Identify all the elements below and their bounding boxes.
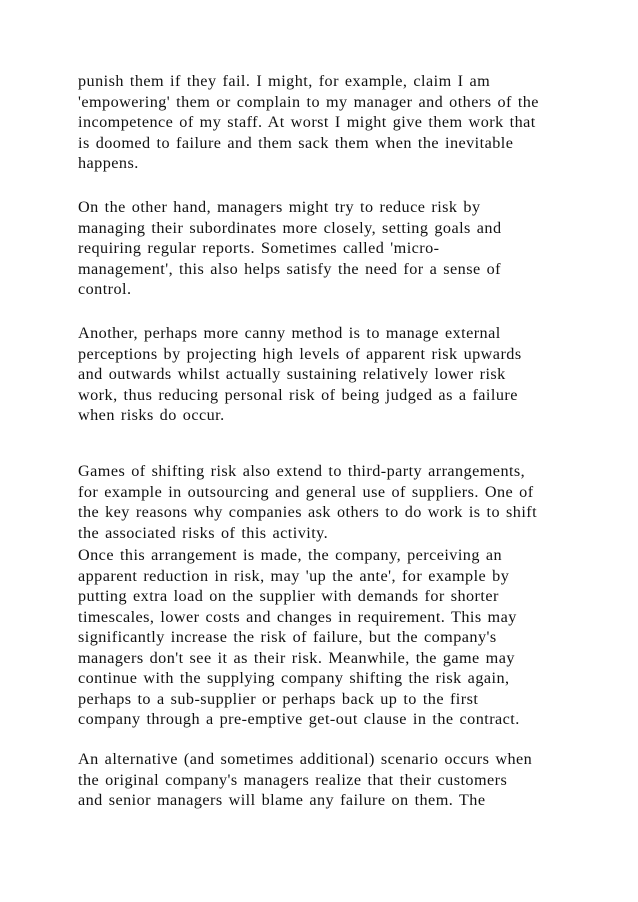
text-line: management', this also helps satisfy the need for a sense of (78, 259, 501, 278)
paragraph-4 (78, 461, 568, 543)
text-line: Another, perhaps more canny method is to manage external (78, 324, 501, 342)
text-line: Games of shifting risk also extend to third-party arrangements, (78, 462, 526, 480)
text-line: control. (78, 280, 132, 298)
text-line: company through a pre-emptive get-out clause in the contract. (78, 710, 520, 728)
text-line: the key reasons why companies ask others to do work is to shift (78, 503, 538, 521)
text-line: apparent reduction in risk, may 'up the ante', for example by (78, 566, 510, 585)
text-line: managers don't see it as their risk. Meanwhile, the game may (78, 648, 515, 667)
text-line: timescales, lower costs and changes in requirement. This may (78, 607, 517, 626)
text-line: for example in outsourcing and general use of suppliers. One of (78, 482, 534, 501)
text-line: the associated risks of this activity. (78, 523, 329, 542)
paragraph-6 (78, 749, 568, 811)
text-line: perhaps to a sub-supplier or perhaps back up to the first (78, 689, 479, 708)
text-line: and senior managers will blame any failure on them. The (78, 791, 486, 809)
text-line: Once this arrangement is made, the company, perceiving an (78, 546, 503, 564)
paragraph-1 (78, 71, 568, 174)
text-line: 'empowering' them or complain to my manager and others of the (78, 92, 539, 111)
text-line: work, thus reducing personal risk of being judged as a failure (78, 385, 518, 404)
text-line: and outwards whilst actually sustaining relatively lower risk (78, 365, 506, 383)
paragraph-5 (78, 545, 568, 730)
text-line: the original company's managers realize that their customers (78, 770, 508, 789)
text-line: significantly increase the risk of failure, but the company's (78, 628, 497, 646)
text-line: happens. (78, 154, 139, 172)
text-line: punish them if they fail. I might, for example, claim I am (78, 72, 491, 90)
text-line: requiring regular reports. Sometimes called 'micro- (78, 239, 440, 257)
paragraph-2 (78, 197, 568, 300)
text-line: perceptions by projecting high levels of apparent risk upwards (78, 344, 522, 363)
paragraph-3 (78, 323, 568, 426)
text-line: incompetence of my staff. At worst I might give them work that (78, 113, 536, 131)
text-line: continue with the supplying company shifting the risk again, (78, 669, 510, 687)
text-line: On the other hand, managers might try to reduce risk by (78, 198, 481, 216)
text-line: An alternative (and sometimes additional) scenario occurs when (78, 750, 533, 768)
text-line: is doomed to failure and them sack them when the inevitable (78, 133, 514, 152)
text-line: when risks do occur. (78, 406, 225, 424)
text-line: managing their subordinates more closely, setting goals and (78, 218, 502, 237)
text-line: putting extra load on the supplier with demands for shorter (78, 587, 499, 605)
